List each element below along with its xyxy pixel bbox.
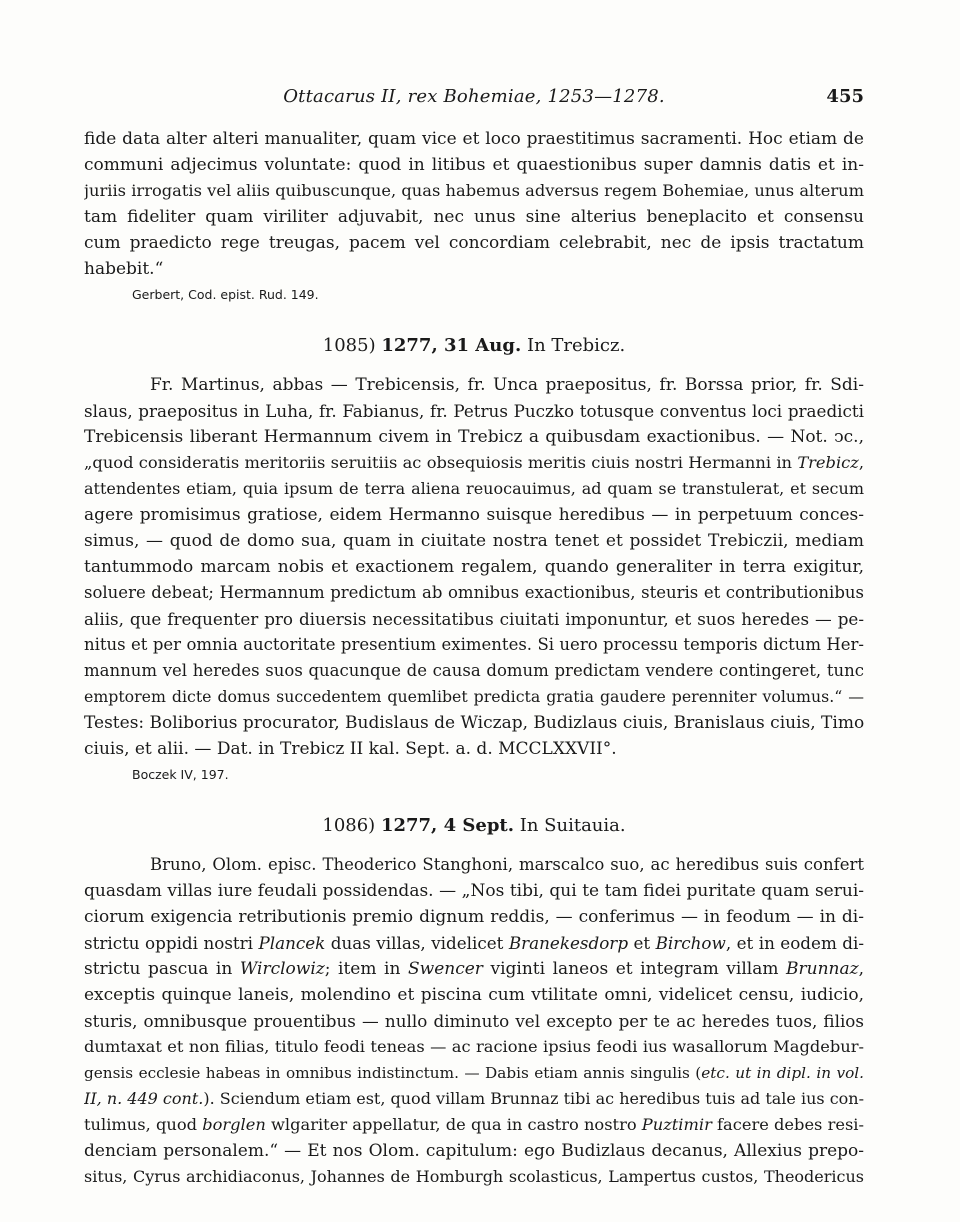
entry-text-1085	[84, 372, 864, 762]
text-line: aliis, que frequenter pro diuersis necessitatibus ciuitati imponuntur, et suos heredes — pe-	[84, 609, 864, 629]
text-line: tantummodo marcam nobis et exactionem regalem, quando generaliter in terra exigitur,	[84, 557, 864, 577]
page-body	[84, 126, 864, 1190]
text-line: „quod consideratis meritoriis seruitiis ac obsequiosis meritis ciuis nostri Hermanni in Trebicz,	[84, 453, 864, 472]
entry-heading-1086	[84, 800, 864, 852]
text-line: Fr. Martinus, abbas — Trebicensis, fr. Unca praepositus, fr. Borssa prior, fr. Sdi-	[150, 375, 864, 395]
text-line: exceptis quinque laneis, molendino et piscina cum vtilitate omni, videlicet censu, iudicio,	[84, 985, 864, 1005]
text-line: ciuis, et alii. — Dat. in Trebicz II kal. Sept. a. d. MCCLXXVII°.	[84, 739, 617, 759]
text-line: tam fideliter quam viriliter adjuvabit, nec unus sine alterius beneplacito et consensu	[84, 207, 864, 227]
source-citation: Boczek IV, 197.	[132, 767, 229, 782]
entry-heading-1085	[84, 320, 864, 372]
text-line: II, n. 449 cont.). Sciendum etiam est, quod villam Brunnaz tibi ac heredibus tuis ad tale ius con-	[84, 1089, 864, 1108]
text-line: communi adjecimus voluntate: quod in litibus et quaestionibus super damnis datis et in-	[84, 155, 864, 175]
entry-number: 1085)	[322, 335, 376, 356]
text-line: strictu pascua in Wirclowiz; item in Swencer viginti laneos et integram villam Brunnaz,	[84, 959, 864, 979]
text-line: soluere debeat; Hermannum predictum ab omnibus exactionibus, steuris et contributionibus	[84, 583, 864, 602]
text-line: Testes: Boliborius procurator, Budislaus de Wiczap, Budizlaus ciuis, Branislaus ciuis, Timo	[84, 713, 864, 733]
text-line: nitus et per omnia auctoritate presentium eximentes. Si uero processu temporis dictum Her-	[84, 635, 864, 654]
text-line: tulimus, quod borglen wlgariter appellatur, de qua in castro nostro Puztimir facere debes resi-	[84, 1115, 864, 1134]
running-header	[84, 86, 864, 112]
entry-date: 1277, 31 Aug.	[381, 335, 522, 356]
text-line: juriis irrogatis vel aliis quibuscunque, quas habemus adversus regem Bohemiae, unus alterum	[84, 181, 864, 200]
text-line: ciorum exigencia retributionis premio dignum reddis, — conferimus — in feodum — in di-	[84, 907, 864, 927]
text-line: quasdam villas iure feudali possidendas. — „Nos tibi, qui te tam fidei puritate quam serui-	[84, 881, 864, 901]
text-line: situs, Cyrus archidiaconus, Johannes de Homburgh scolasticus, Lampertus custos, Theodericus	[84, 1167, 864, 1186]
text-line: dumtaxat et non filias, titulo feodi teneas — ac racione ipsius feodi ius wasallorum Magdebur-	[84, 1037, 864, 1056]
text-line: agere promisimus gratiose, eidem Hermanno suisque heredibus — in perpetuum conces-	[84, 505, 864, 525]
entry-place: In Trebicz.	[526, 335, 626, 356]
text-line: Trebicensis liberant Hermannum civem in Trebicz a quibusdam exactionibus. — Not. ↄc.,	[84, 427, 864, 447]
text-line: sturis, omnibusque prouentibus — nullo diminuto vel excepto per te ac heredes tuos, filios	[84, 1011, 864, 1031]
text-line: emptorem dicte domus succedentem quemlibet predicta gratia gaudere perenniter volumus.“ —	[84, 687, 864, 706]
entry-place: In Suitauia.	[519, 815, 626, 836]
continuation-paragraph	[84, 126, 864, 282]
entry-text-1086	[84, 852, 864, 1190]
entry-date: 1277, 4 Sept.	[380, 815, 514, 836]
text-line: fide data alter alteri manualiter, quam vice et loco praestitimus sacramenti. Hoc etiam de	[84, 129, 864, 149]
running-title: Ottacarus II, rex Bohemiae, 1253—1278.	[283, 86, 665, 107]
text-line: simus, — quod de domo sua, quam in ciuitate nostra tenet et possidet Trebiczii, mediam	[84, 531, 864, 551]
page-number: 455	[826, 86, 864, 107]
text-line: gensis ecclesie habeas in omnibus indistinctum. — Dabis etiam annis singulis (etc. ut in dipl. in vol.	[84, 1064, 864, 1082]
text-line: mannum vel heredes suos quacunque de causa domum predictam vendere contingeret, tunc	[84, 661, 864, 680]
text-line: cum praedicto rege treugas, pacem vel concordiam celebrabit, nec de ipsis tractatum	[84, 233, 864, 253]
text-line: denciam personalem.“ — Et nos Olom. capitulum: ego Budizlaus decanus, Allexius prepo-	[84, 1141, 864, 1161]
text-line: attendentes etiam, quia ipsum de terra aliena reuocauimus, ad quam se transtulerat, et secum	[84, 479, 864, 498]
entry-number: 1086)	[322, 815, 376, 836]
text-line: slaus, praepositus in Luha, fr. Fabianus, fr. Petrus Puczko totusque conventus loci praedicti	[84, 401, 864, 421]
text-line: habebit.“	[84, 259, 164, 279]
source-citation: Gerbert, Cod. epist. Rud. 149.	[132, 287, 319, 302]
text-line: strictu oppidi nostri Plancek duas villas, videlicet Branekesdorp et Birchow, et in eodem di-	[84, 933, 864, 953]
text-line: Bruno, Olom. episc. Theoderico Stanghoni, marscalco suo, ac heredibus suis confert	[150, 855, 864, 874]
